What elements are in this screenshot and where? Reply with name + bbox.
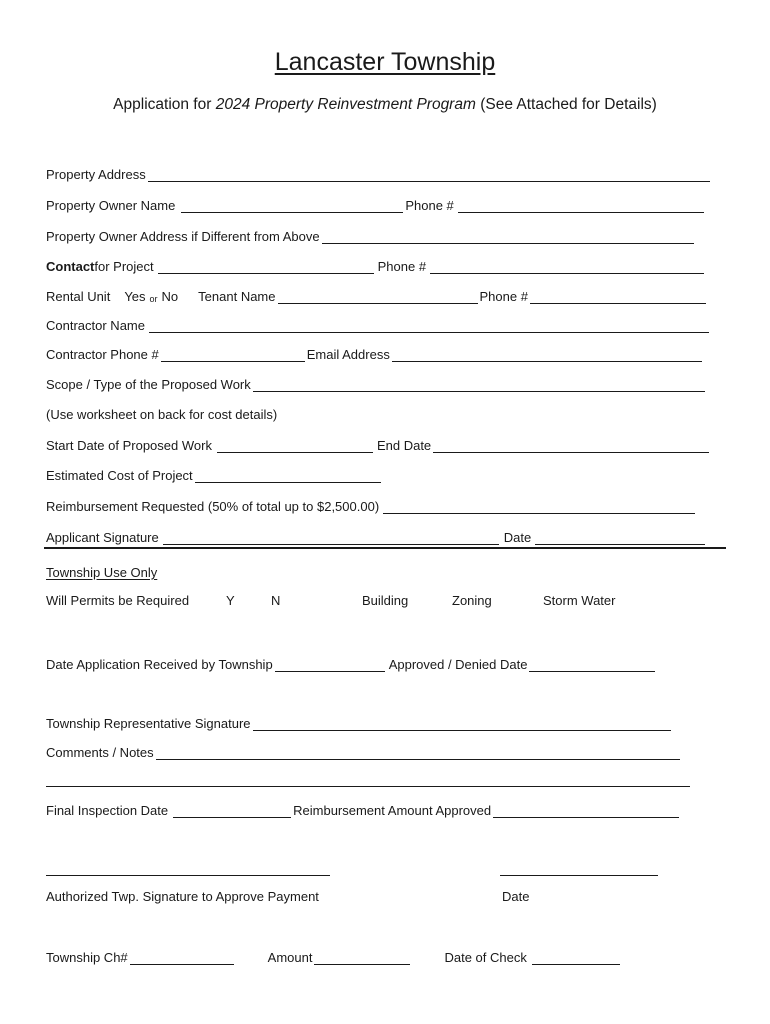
owner-address-field[interactable]	[322, 229, 694, 244]
applicant-signature-field[interactable]	[163, 530, 499, 545]
contact-label-bold: Contact	[46, 259, 95, 274]
final-inspection-label: Final Inspection Date	[46, 803, 169, 818]
building-option[interactable]: Building	[362, 593, 409, 608]
applicant-date-field[interactable]	[535, 530, 705, 545]
township-heading-row	[46, 560, 157, 580]
comments-label: Comments / Notes	[46, 745, 154, 760]
estimated-cost-field[interactable]	[195, 468, 381, 483]
check-number-label: Township Ch#	[46, 950, 128, 965]
start-date-field[interactable]	[217, 438, 373, 453]
check-number-field[interactable]	[130, 950, 234, 965]
contact-phone-label: Phone #	[377, 259, 427, 274]
contractor-phone-label: Contractor Phone #	[46, 347, 159, 362]
page-title: Lancaster Township	[274, 48, 496, 76]
property-address-field[interactable]	[148, 167, 710, 182]
email-label: Email Address	[306, 347, 390, 362]
owner-phone-label: Phone #	[405, 198, 454, 213]
section-divider	[44, 547, 726, 549]
end-date-label: End Date	[376, 438, 432, 453]
property-address-row	[46, 162, 712, 182]
program-name: 2024 Property Reinvestment Program	[215, 96, 476, 113]
owner-name-row	[46, 193, 706, 213]
contractor-phone-row	[46, 342, 704, 362]
rental-or-text: or	[149, 294, 158, 304]
owner-address-label: Property Owner Address if Different from Above	[46, 229, 320, 244]
rep-signature-label: Township Representative Signature	[46, 716, 251, 731]
property-address-label: Property Address	[46, 167, 146, 182]
final-inspection-row	[46, 798, 681, 818]
rep-signature-field[interactable]	[253, 716, 671, 731]
scope-row	[46, 372, 707, 392]
reimb-approved-label: Reimbursement Amount Approved	[293, 803, 492, 818]
owner-phone-field[interactable]	[458, 198, 704, 213]
check-row	[46, 945, 622, 965]
authorized-date-field[interactable]	[500, 875, 658, 876]
check-date-label: Date of Check	[444, 950, 527, 965]
page-subtitle	[0, 96, 770, 114]
email-field[interactable]	[392, 347, 702, 362]
approved-denied-label: Approved / Denied Date	[388, 657, 528, 672]
end-date-field[interactable]	[433, 438, 709, 453]
estimated-cost-row	[46, 463, 383, 483]
rental-unit-label: Rental Unit	[46, 289, 111, 304]
comments-row	[46, 740, 682, 760]
contractor-name-row	[46, 313, 711, 333]
start-date-label: Start Date of Proposed Work	[46, 438, 212, 453]
reimbursement-row	[46, 494, 697, 514]
contact-field[interactable]	[158, 259, 374, 274]
worksheet-note-row	[46, 402, 277, 422]
zoning-option[interactable]: Zoning	[452, 593, 492, 608]
reimb-approved-field[interactable]	[493, 803, 679, 818]
estimated-cost-label: Estimated Cost of Project	[46, 468, 193, 483]
rep-signature-row	[46, 711, 673, 731]
amount-label: Amount	[267, 950, 313, 965]
applicant-date-label: Date	[503, 530, 532, 545]
subtitle-suffix: (See Attached for Details)	[475, 96, 657, 113]
rental-unit-row	[46, 284, 708, 304]
tenant-phone-label: Phone #	[479, 289, 528, 304]
contractor-name-label: Contractor Name	[46, 318, 145, 333]
comments-field[interactable]	[156, 745, 680, 760]
tenant-name-label: Tenant Name	[198, 289, 276, 304]
applicant-signature-row	[46, 525, 707, 545]
reimbursement-label: Reimbursement Requested (50% of total up to $2,500.00)	[46, 499, 380, 514]
contractor-phone-field[interactable]	[161, 347, 305, 362]
tenant-phone-field[interactable]	[530, 289, 706, 304]
date-received-label: Date Application Received by Township	[46, 657, 273, 672]
contact-row	[46, 254, 706, 274]
authorized-signature-field[interactable]	[46, 875, 330, 876]
date-received-row	[46, 652, 657, 672]
date-received-field[interactable]	[275, 657, 385, 672]
owner-name-field[interactable]	[181, 198, 403, 213]
owner-address-row	[46, 224, 696, 244]
subtitle-prefix: Application for	[113, 96, 216, 113]
amount-field[interactable]	[314, 950, 410, 965]
applicant-signature-label: Applicant Signature	[46, 530, 159, 545]
permits-label: Will Permits be Required	[46, 593, 190, 608]
owner-name-label: Property Owner Name	[46, 198, 176, 213]
contact-label: for Project	[94, 259, 154, 274]
storm-water-option[interactable]: Storm Water	[543, 593, 616, 608]
tenant-name-field[interactable]	[278, 289, 478, 304]
check-date-field[interactable]	[532, 950, 620, 965]
reimbursement-field[interactable]	[383, 499, 695, 514]
scope-field[interactable]	[253, 377, 705, 392]
scope-label: Scope / Type of the Proposed Work	[46, 377, 251, 392]
contractor-name-field[interactable]	[149, 318, 709, 333]
authorized-date-label: Date	[502, 889, 530, 904]
approved-denied-field[interactable]	[529, 657, 655, 672]
permits-y-option[interactable]: Y	[226, 593, 235, 608]
worksheet-note: (Use worksheet on back for cost details)	[46, 407, 278, 422]
dates-row	[46, 433, 711, 453]
permits-n-option[interactable]: N	[271, 593, 281, 608]
authorized-signature-label: Authorized Twp. Signature to Approve Payment	[46, 889, 319, 904]
rental-no-option[interactable]: No	[161, 289, 179, 304]
township-use-heading: Township Use Only	[46, 565, 158, 580]
rental-yes-option[interactable]: Yes	[124, 289, 146, 304]
final-inspection-field[interactable]	[173, 803, 291, 818]
contact-phone-field[interactable]	[430, 259, 704, 274]
comments-extra-line[interactable]	[46, 786, 690, 787]
